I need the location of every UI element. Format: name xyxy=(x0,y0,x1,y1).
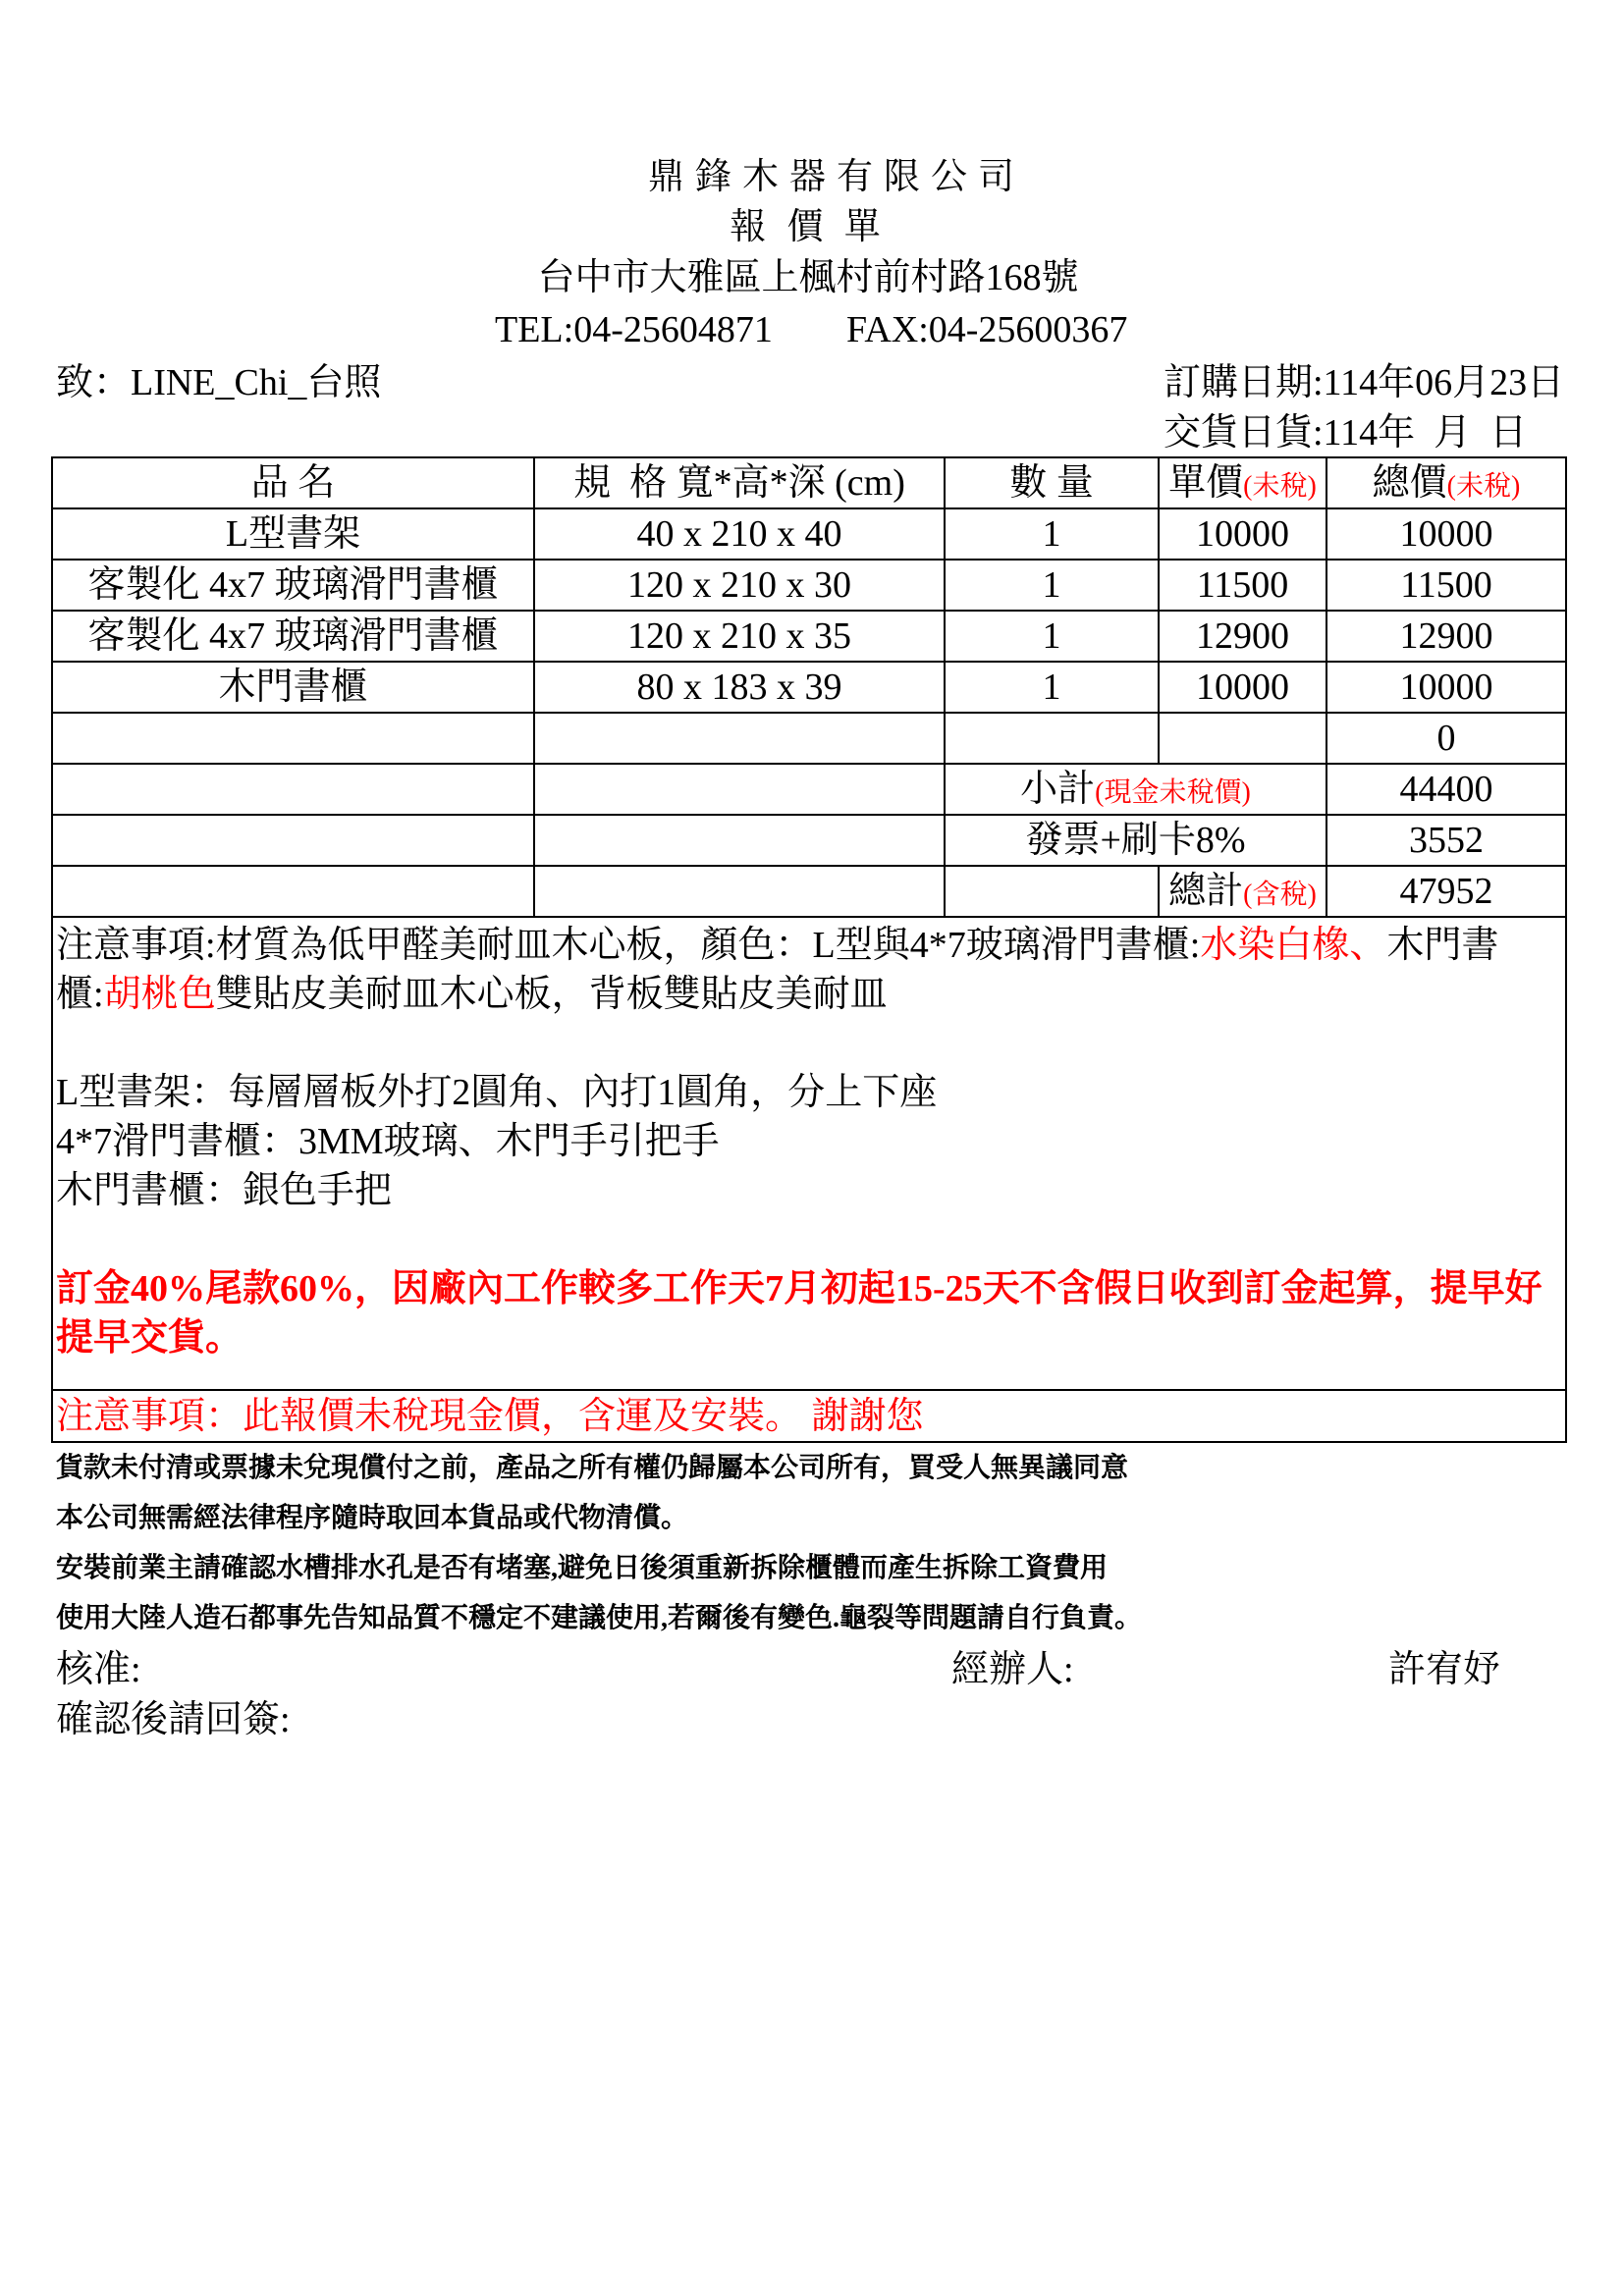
note-material-text: 雙貼皮美耐皿木心板，背板雙貼皮美耐皿 xyxy=(215,974,888,1015)
item-spec: 40 x 210 x 40 xyxy=(534,508,945,560)
company-name: 鼎鋒木器有限公司 xyxy=(648,157,1025,197)
terms-block xyxy=(56,1443,1142,1643)
term-line: 安裝前業主請確認水槽排水孔是否有堵塞,避免日後須重新拆除櫃體而產生拆除工資費用 xyxy=(56,1553,1109,1583)
subtotal-label: 小計 xyxy=(1020,769,1096,810)
table-row xyxy=(52,662,1566,713)
item-spec xyxy=(534,713,945,764)
header-spec: 規 格 寬*高*深 (cm) xyxy=(534,457,945,508)
note-color-white-oak: 水染白橡、 xyxy=(1200,925,1387,966)
item-name: 客製化 4x7 玻璃滑門書櫃 xyxy=(52,560,534,611)
table-row xyxy=(52,713,1566,764)
item-unit-price: 10000 xyxy=(1159,662,1326,713)
note-material-text: 注意事項:材質為低甲醛美耐皿木心板，顏色：L型與4*7玻璃滑門書櫃: xyxy=(56,925,1201,966)
grand-total-label: 總計 xyxy=(1168,871,1244,912)
note-spacer xyxy=(56,1215,1562,1264)
quote-table xyxy=(51,456,1567,1443)
term-line: 使用大陸人造石都事先告知品質不穩定不建議使用,若爾後有變色.龜裂等問題請自行負責。 xyxy=(56,1603,1143,1633)
note-material-text: 櫃: xyxy=(56,974,104,1015)
note-schedule-line: 提早交貨。 xyxy=(56,1317,244,1359)
empty-cell xyxy=(52,866,534,917)
item-total: 0 xyxy=(1326,713,1566,764)
note-schedule-line: 訂金40%尾款60%，因廠內工作較多工作天7月初起15-25天不含假日收到訂金起算，提早好 xyxy=(56,1268,1543,1309)
note-detail-line: L型書架：每層層板外打2圓角、內打1圓角，分上下座 xyxy=(56,1072,938,1113)
note-material-text: 木門書 xyxy=(1386,925,1499,966)
term-line: 本公司無需經法律程序隨時取回本貨品或代物清償。 xyxy=(56,1503,689,1533)
item-name: L型書架 xyxy=(52,508,534,560)
header-unit-price-label: 單價 xyxy=(1168,462,1244,504)
header-unit-price xyxy=(1159,457,1326,508)
item-total: 12900 xyxy=(1326,611,1566,662)
note-material-line xyxy=(56,921,1562,970)
company-tel: TEL:04-25604871 xyxy=(495,309,773,350)
note-spacer xyxy=(56,1019,1562,1068)
note-color-walnut: 胡桃色 xyxy=(103,974,216,1015)
item-unit-price xyxy=(1159,713,1326,764)
delivery-date: 交貨日貨:114年 月 日 xyxy=(1164,412,1528,454)
card-fee-value: 3552 xyxy=(1326,815,1566,866)
order-date: 訂購日期:114年06月23日 xyxy=(1164,362,1565,403)
table-row xyxy=(52,560,1566,611)
document-title: 報 價 單 xyxy=(730,207,887,247)
empty-cell xyxy=(52,764,534,815)
item-qty: 1 xyxy=(945,662,1159,713)
header-total-price-note: (未稅) xyxy=(1446,471,1521,502)
item-name: 木門書櫃 xyxy=(52,662,534,713)
approve-label: 核准: xyxy=(56,1649,141,1690)
item-total: 10000 xyxy=(1326,508,1566,560)
header-total-price-label: 總價 xyxy=(1372,462,1447,504)
item-qty xyxy=(945,713,1159,764)
item-qty: 1 xyxy=(945,611,1159,662)
empty-cell xyxy=(534,764,945,815)
grand-total-label-cell xyxy=(1159,866,1326,917)
footer-note-row xyxy=(52,1390,1566,1442)
item-spec: 120 x 210 x 30 xyxy=(534,560,945,611)
subtotal-row xyxy=(52,764,1566,815)
item-name xyxy=(52,713,534,764)
note-material-line-cont xyxy=(56,970,1562,1019)
item-unit-price: 11500 xyxy=(1159,560,1326,611)
header-name: 品 名 xyxy=(52,457,534,508)
footer-note: 注意事項：此報價未稅現金價，含運及安裝。 謝謝您 xyxy=(52,1390,1566,1442)
item-qty: 1 xyxy=(945,508,1159,560)
note-detail-line: 4*7滑門書櫃：3MM玻璃、木門手引把手 xyxy=(56,1121,720,1162)
empty-cell xyxy=(534,815,945,866)
confirm-signature-label: 確認後請回簽: xyxy=(56,1699,291,1740)
note-detail-line: 木門書櫃：銀色手把 xyxy=(56,1170,393,1211)
item-qty: 1 xyxy=(945,560,1159,611)
notes-row xyxy=(52,917,1566,1390)
subtotal-note: (現金未稅價) xyxy=(1095,777,1251,808)
company-address: 台中市大雅區上楓村前村路168號 xyxy=(537,257,1079,298)
handler-name: 許宥妤 xyxy=(1388,1649,1501,1690)
grand-total-row xyxy=(52,866,1566,917)
item-total: 11500 xyxy=(1326,560,1566,611)
grand-total-note: (含稅) xyxy=(1243,880,1317,910)
card-fee-label: 發票+刷卡8% xyxy=(945,815,1326,866)
item-unit-price: 10000 xyxy=(1159,508,1326,560)
handler-label: 經辦人: xyxy=(951,1649,1074,1690)
item-spec: 80 x 183 x 39 xyxy=(534,662,945,713)
table-header-row xyxy=(52,457,1566,508)
subtotal-value: 44400 xyxy=(1326,764,1566,815)
grand-total-value: 47952 xyxy=(1326,866,1566,917)
card-fee-row xyxy=(52,815,1566,866)
empty-cell xyxy=(52,815,534,866)
item-name: 客製化 4x7 玻璃滑門書櫃 xyxy=(52,611,534,662)
table-row xyxy=(52,508,1566,560)
header-total-price xyxy=(1326,457,1566,508)
header-qty: 數 量 xyxy=(945,457,1159,508)
subtotal-label-cell xyxy=(945,764,1326,815)
item-unit-price: 12900 xyxy=(1159,611,1326,662)
notes-box xyxy=(52,917,1566,1390)
item-total: 10000 xyxy=(1326,662,1566,713)
term-line: 貨款未付清或票據未兌現償付之前，產品之所有權仍歸屬本公司所有，買受人無異議同意 xyxy=(56,1453,1129,1483)
header-unit-price-note: (未稅) xyxy=(1243,471,1317,502)
item-spec: 120 x 210 x 35 xyxy=(534,611,945,662)
empty-cell xyxy=(534,866,945,917)
table-row xyxy=(52,611,1566,662)
company-fax: FAX:04-25600367 xyxy=(846,309,1128,350)
recipient: 致：LINE_Chi_台照 xyxy=(56,362,382,403)
empty-cell xyxy=(945,866,1159,917)
